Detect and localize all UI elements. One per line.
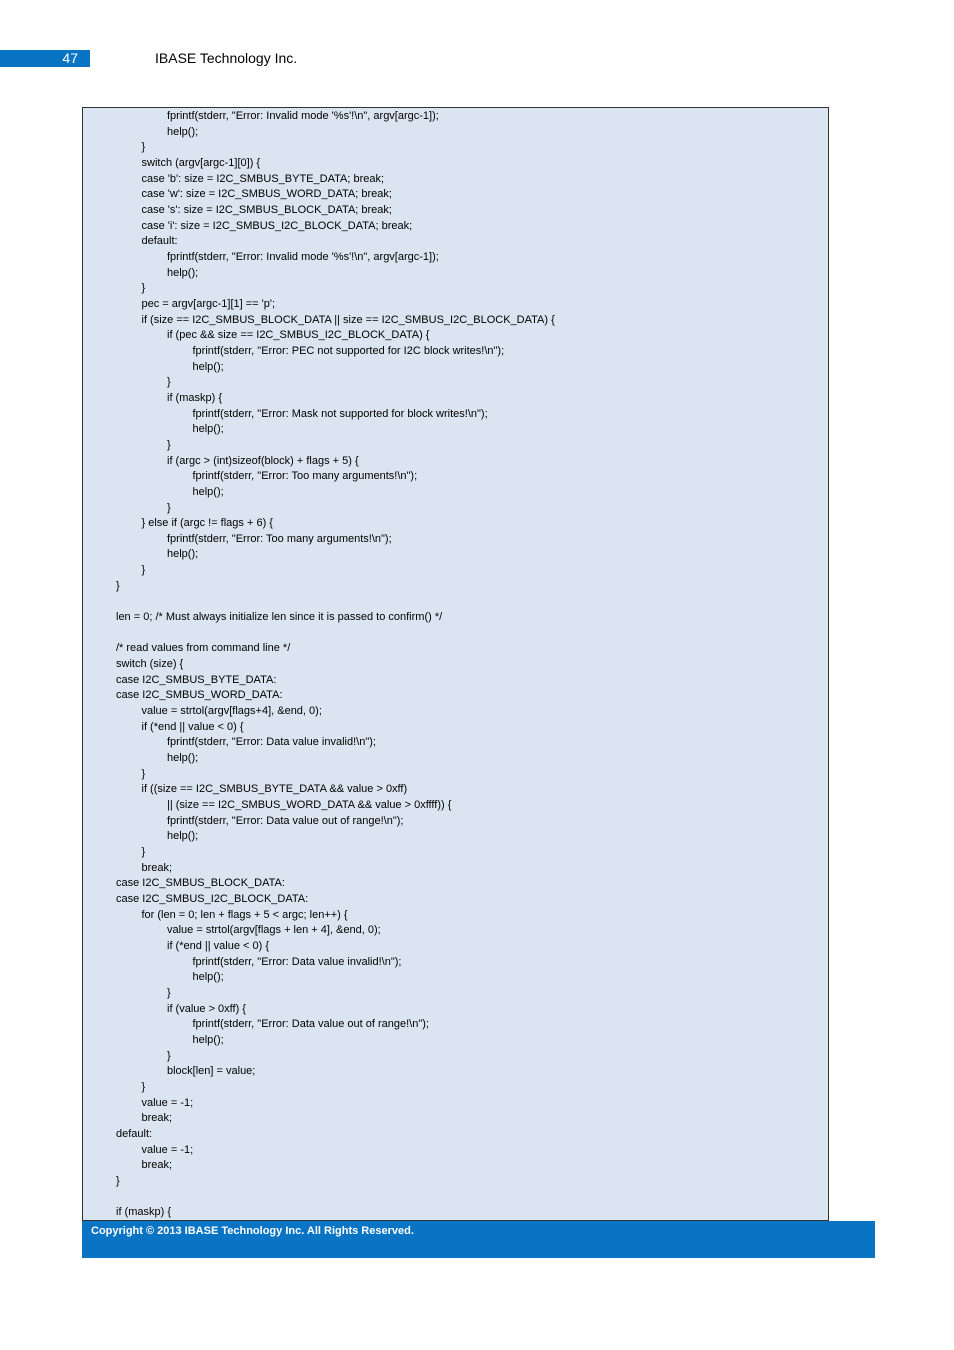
code-line: } xyxy=(167,438,171,451)
code-line: break; xyxy=(141,1112,173,1125)
code-line: fprintf(stderr, "Error: Too many arguments!\n"); xyxy=(192,470,418,483)
code-line: help(); xyxy=(167,752,199,765)
code-line: } xyxy=(141,282,146,295)
code-line: if (*end || value < 0) { xyxy=(167,939,270,952)
code-line: for (len = 0; len + flags + 5 < argc; len++) { xyxy=(141,908,348,921)
code-line: help(); xyxy=(192,360,224,373)
code-line: if (maskp) { xyxy=(116,1206,172,1219)
code-line: } xyxy=(141,564,146,577)
code-line: /* read values from command line */ xyxy=(116,642,291,655)
code-line xyxy=(83,626,828,642)
page-number: 47 xyxy=(0,50,90,67)
code-line: } xyxy=(116,1174,120,1187)
code-line: fprintf(stderr, "Error: Data value invalid!\n"); xyxy=(167,736,376,749)
code-line: case I2C_SMBUS_BLOCK_DATA: xyxy=(116,877,285,890)
code-line: fprintf(stderr, "Error: Data value invalid!\n"); xyxy=(192,955,402,968)
code-line: case I2C_SMBUS_WORD_DATA: xyxy=(116,689,283,702)
code-line: if (*end || value < 0) { xyxy=(141,720,244,733)
code-line: value = strtol(argv[flags+4], &end, 0); xyxy=(141,705,322,718)
code-line: help(); xyxy=(192,485,224,498)
code-line: default: xyxy=(141,235,178,248)
code-line: pec = argv[argc-1][1] == 'p'; xyxy=(141,297,276,310)
code-line: case 'i': size = I2C_SMBUS_I2C_BLOCK_DATA; break; xyxy=(141,219,413,232)
code-line: case I2C_SMBUS_I2C_BLOCK_DATA: xyxy=(116,893,309,905)
code-line: fprintf(stderr, "Error: Mask not supported for block writes!\n"); xyxy=(192,407,488,420)
code-line: case 'b': size = I2C_SMBUS_BYTE_DATA; break; xyxy=(141,172,385,185)
code-line: switch (size) { xyxy=(116,658,184,671)
code-line: fprintf(stderr, "Error: PEC not supported for I2C block writes!\n"); xyxy=(192,344,505,357)
code-line: } xyxy=(141,1080,146,1093)
code-line: help(); xyxy=(167,830,199,843)
code-line: value = strtol(argv[flags + len + 4], &end, 0); xyxy=(167,924,381,937)
code-line: } xyxy=(167,501,171,514)
code-line: case 's': size = I2C_SMBUS_BLOCK_DATA; break; xyxy=(141,203,392,216)
code-line: } xyxy=(167,986,171,999)
code-line: case I2C_SMBUS_BYTE_DATA: xyxy=(116,673,277,686)
company-name: IBASE Technology Inc. xyxy=(155,50,298,66)
code-line: if (maskp) { xyxy=(167,391,223,404)
code-line: } xyxy=(141,767,146,780)
code-line: fprintf(stderr, "Error: Too many arguments!\n"); xyxy=(167,532,392,545)
code-line: } xyxy=(167,376,171,389)
code-line: if (size == I2C_SMBUS_BLOCK_DATA || size == I2C_SMBUS_I2C_BLOCK_DATA) { xyxy=(141,313,555,326)
code-line: } xyxy=(116,579,120,592)
code-line: } else if (argc != flags + 6) { xyxy=(141,517,273,530)
code-line: } xyxy=(167,1049,171,1062)
code-line: len = 0; /* Must always initialize len since it is passed to confirm() */ xyxy=(116,611,443,624)
code-line: fprintf(stderr, "Error: Invalid mode '%s'!\n", argv[argc-1]); xyxy=(167,110,439,122)
code-line: help(); xyxy=(167,548,199,561)
code-line: } xyxy=(141,141,146,154)
code-line xyxy=(83,594,828,610)
code-line: if (pec && size == I2C_SMBUS_I2C_BLOCK_DATA) { xyxy=(167,329,430,342)
code-line xyxy=(83,1190,828,1206)
code-line: value = -1; xyxy=(141,1143,194,1156)
code-line: value = -1; xyxy=(141,1096,194,1109)
code-line: } xyxy=(141,846,146,859)
code-line: if (argc > (int)sizeof(block) + flags + 5) { xyxy=(167,454,359,467)
code-listing xyxy=(82,107,829,1221)
copyright-text: Copyright © 2013 IBASE Technology Inc. All Rights Reserved. xyxy=(91,1225,414,1237)
code-line: help(); xyxy=(167,266,199,279)
code-line: break; xyxy=(141,861,173,874)
code-line: case 'w': size = I2C_SMBUS_WORD_DATA; break; xyxy=(141,188,392,201)
code-line: fprintf(stderr, "Error: Invalid mode '%s'!\n", argv[argc-1]); xyxy=(167,250,439,263)
code-line: help(); xyxy=(167,125,199,138)
code-line: switch (argv[argc-1][0]) { xyxy=(141,156,261,169)
code-line: block[len] = value; xyxy=(167,1065,256,1078)
code-line: if (value > 0xff) { xyxy=(167,1002,246,1015)
code-line: help(); xyxy=(192,1033,224,1046)
code-line: if ((size == I2C_SMBUS_BYTE_DATA && value > 0xff) xyxy=(141,783,408,796)
code-line: help(); xyxy=(192,971,224,984)
copyright-footer xyxy=(82,1221,875,1258)
code-line: fprintf(stderr, "Error: Data value out of range!\n"); xyxy=(192,1018,429,1031)
code-line: break; xyxy=(141,1159,173,1172)
code-line: || (size == I2C_SMBUS_WORD_DATA && value > 0xffff)) { xyxy=(167,799,452,812)
code-line: help(); xyxy=(192,423,224,436)
code-line: default: xyxy=(116,1127,153,1140)
code-line: fprintf(stderr, "Error: Data value out of range!\n"); xyxy=(167,814,404,827)
